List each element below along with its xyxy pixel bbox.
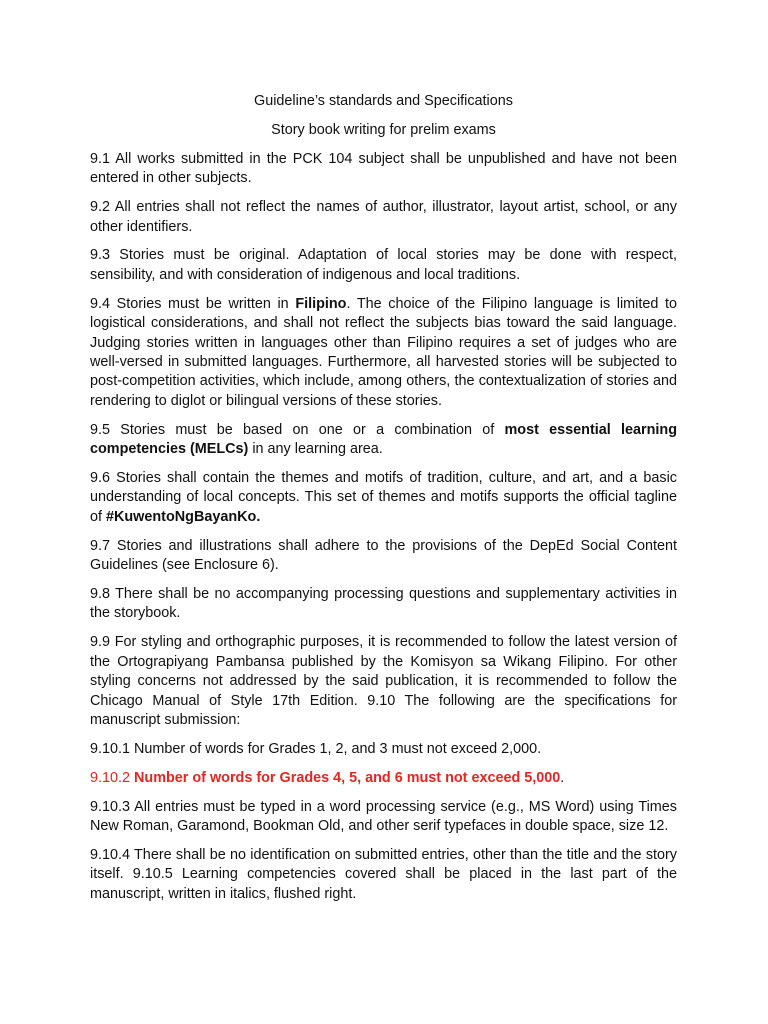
paragraph-9-10-2-emphasis: Number of words for Grades 4, 5, and 6 must not exceed 5,000 (134, 769, 561, 786)
paragraph-9-8: 9.8 There shall be no accompanying processing questions and supplementary activities in the storybook. (90, 586, 677, 622)
paragraph-9-3: 9.3 Stories must be original. Adaptation of local stories may be done with respect, sensibility, and with consideration of indigenous and local traditions. (90, 247, 677, 283)
document-title: Guideline’s standards and Specifications (254, 93, 513, 109)
document-subtitle: Story book writing for prelim exams (271, 121, 496, 138)
paragraph-9-10-4: 9.10.4 There shall be no identification on submitted entries, other than the title and the story itself. 9.10.5 Learning competencies covered shall be placed in the last part of the manuscript, written in italics, flushed right. (90, 847, 677, 902)
paragraph-9-6 (90, 469, 677, 527)
paragraph-9-4 (90, 295, 677, 411)
paragraph-9-4-lead: 9.4 Stories must be written in (90, 295, 296, 312)
paragraph-9-2: 9.2 All entries shall not reflect the names of author, illustrator, layout artist, school, or any other identifiers. (90, 199, 677, 235)
paragraph-9-6-emphasis: #KuwentoNgBayanKo. (106, 508, 261, 525)
paragraph-9-5 (90, 421, 677, 460)
paragraph-9-9: 9.9 For styling and orthographic purposes, it is recommended to follow the latest version of the Ortograpiyang Pambansa published by the Komisyon sa Wikang Filipino. For other styling concerns not addressed by the said publication, it is recommended to follow the Chicago Manual of Style 17th Edition. 9.10 The following are the specifications for manuscript submission: (90, 634, 677, 728)
document-page (90, 92, 677, 914)
paragraph-9-5-lead: 9.5 Stories must be based on one or a combination of (90, 421, 505, 438)
paragraph-9-5-rest: in any learning area. (248, 441, 383, 458)
paragraph-9-4-rest: . The choice of the Filipino language is limited to logistical considerations, and shall not reflect the subjects bias toward the said language. Judging stories written in languages other than Filipino requires a set of judges who are well-versed in submitted languages. Furthermore, all harvested stories will be subjected to post-competition activities, which include, among others, the contextualization of stories and rendering to diglot or bilingual versions of these stories. (90, 295, 677, 409)
paragraph-9-10-1: 9.10.1 Number of words for Grades 1, 2, and 3 must not exceed 2,000. (90, 740, 542, 757)
paragraph-9-5-emphasis: most essential learning competencies (MELCs) (90, 421, 677, 458)
paragraph-9-10-2-number: 9.10.2 (90, 769, 135, 786)
paragraph-9-6-lead: 9.6 Stories shall contain the themes and motifs of tradition, culture, and art, and a basic understanding of local concepts. This set of themes and motifs supports the official tagline of (90, 470, 677, 525)
paragraph-9-10-3: 9.10.3 All entries must be typed in a word processing service (e.g., MS Word) using Times New Roman, Garamond, Bookman Old, and other serif typefaces in double space, size 12. (90, 798, 677, 835)
paragraph-9-10-2 (90, 769, 677, 788)
paragraph-9-1: 9.1 All works submitted in the PCK 104 subject shall be unpublished and have not been entered in other subjects. (90, 150, 677, 187)
paragraph-9-4-emphasis: Filipino (295, 295, 347, 312)
paragraph-9-7: 9.7 Stories and illustrations shall adhere to the provisions of the DepEd Social Content Guidelines (see Enclosure 6). (90, 537, 677, 574)
paragraph-9-10-2-rest: . (560, 769, 565, 786)
